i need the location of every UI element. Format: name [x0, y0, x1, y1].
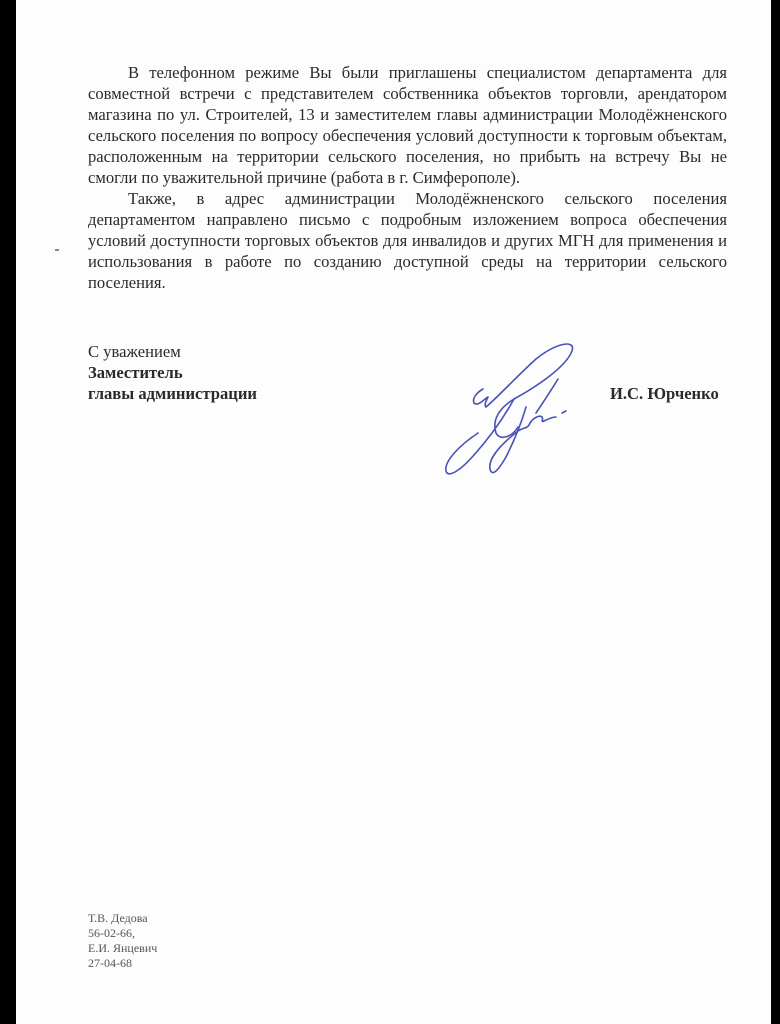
handwritten-signature-icon [426, 337, 596, 482]
scan-speck [55, 249, 59, 251]
salutation: С уважением [88, 342, 181, 361]
paragraph-meeting-invitation: В телефонном режиме Вы были приглашены специалистом департамента для совместной встречи с представителем собственника объектов торговли, арендатором магазина по ул. Строителей, 13 и заместителем главы администрации Молодёжненского сельского поселения по вопросу обеспечения условий доступности к торговым объектам, расположенным на территории сельского поселения, но прибыть на встречу Вы не смогли по уважительной причине (работа в г. Симферополе). [88, 63, 727, 187]
document-page [16, 0, 771, 1024]
signer-name: И.С. Юрченко [610, 384, 719, 403]
signer-position-line2: главы администрации [88, 384, 257, 403]
contact-phone-2: 27-04-68 [88, 956, 132, 970]
contact-name-2: Е.И. Янцевич [88, 941, 158, 955]
contact-phone-1: 56-02-66, [88, 926, 135, 940]
signer-position-line1: Заместитель [88, 363, 183, 382]
executor-contacts [88, 911, 157, 971]
paragraph-administration-letter: Также, в адрес администрации Молодёжненского сельского поселения департаментом направлено письмо с подробным изложением вопроса обеспечения условий доступности торговых объектов для инвалидов и других МГН для применения и использования в работе по созданию доступной среды на территории сельского поселения. [88, 189, 727, 292]
closing-block [88, 341, 257, 404]
contact-name-1: Т.В. Дедова [88, 911, 148, 925]
letter-body [88, 62, 727, 293]
